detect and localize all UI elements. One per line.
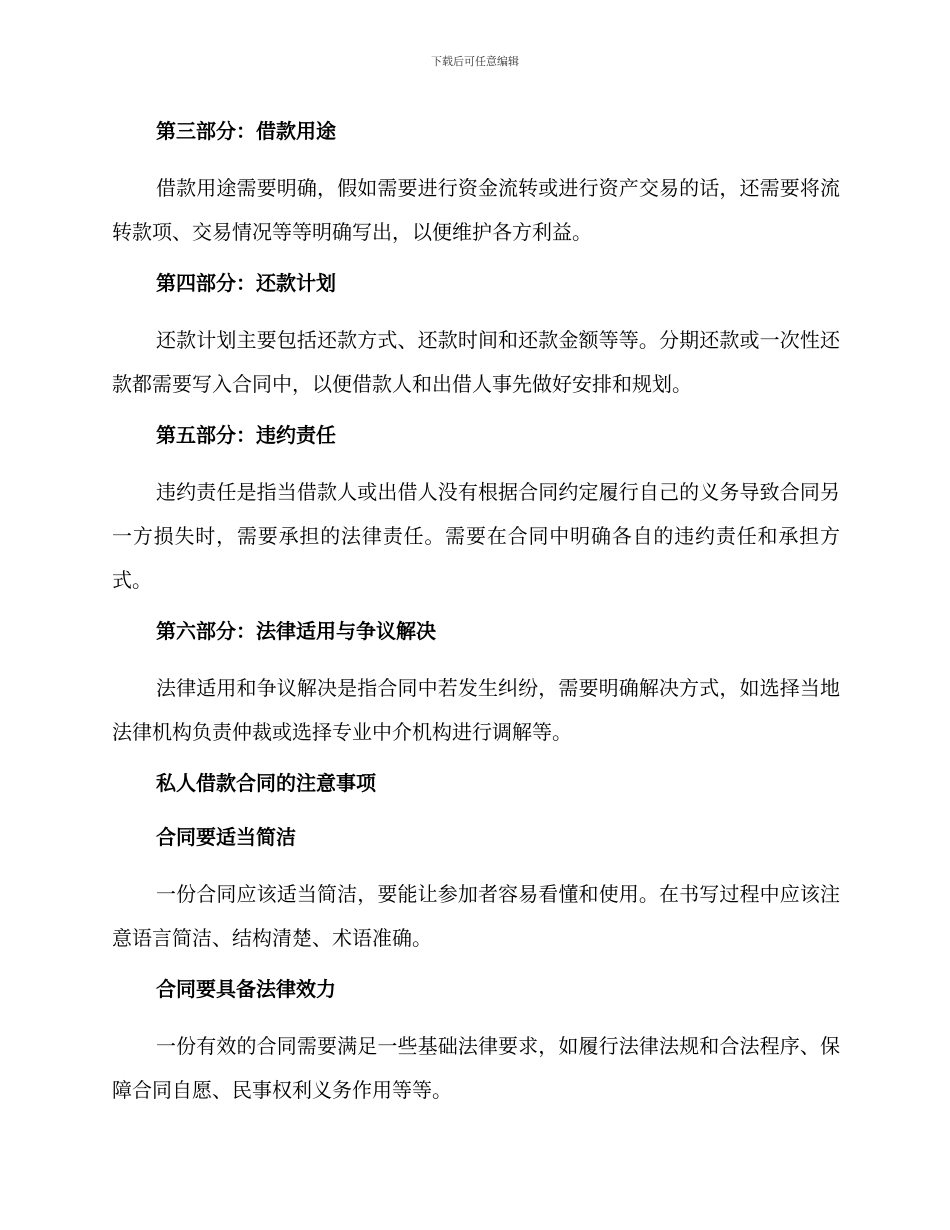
section-heading-concise: 合同要适当简洁 xyxy=(156,825,296,849)
section-paragraph-repayment: 还款计划主要包括还款方式、还款时间和还款金额等等。分期还款或一次性还款都需要写入合同中，以便借款人和出借人事先做好安排和规划。 xyxy=(112,328,840,396)
section-paragraph-concise: 一份合同应该适当简洁，要能让参加者容易看懂和使用。在书写过程中应该注意语言简洁、结构清楚、术语准确。 xyxy=(112,882,840,950)
section-heading-notes: 私人借款合同的注意事项 xyxy=(156,771,376,795)
section-paragraph-purpose: 借款用途需要明确，假如需要进行资金流转或进行资产交易的话，还需要将流转款项、交易情况等等明确写出，以便维护各方利益。 xyxy=(112,176,840,244)
section-heading-law: 第六部分：法律适用与争议解决 xyxy=(156,619,436,643)
section-heading-repayment: 第四部分：还款计划 xyxy=(156,271,336,295)
section-paragraph-liability: 违约责任是指当借款人或出借人没有根据合同约定履行自己的义务导致合同另一方损失时，需要承担的法律责任。需要在合同中明确各自的违约责任和承担方式。 xyxy=(112,480,840,592)
header-note: 下载后可任意编辑 xyxy=(431,55,519,68)
section-heading-purpose: 第三部分：借款用途 xyxy=(156,119,336,143)
section-paragraph-validity: 一份有效的合同需要满足一些基础法律要求，如履行法律法规和合法程序、保障合同自愿、民事权利义务作用等等。 xyxy=(112,1034,840,1102)
section-heading-validity: 合同要具备法律效力 xyxy=(156,977,336,1001)
document-body xyxy=(112,112,840,1112)
section-paragraph-law: 法律适用和争议解决是指合同中若发生纠纷，需要明确解决方式，如选择当地法律机构负责仲裁或选择专业中介机构进行调解等。 xyxy=(112,676,840,744)
section-heading-liability: 第五部分：违约责任 xyxy=(156,423,336,447)
